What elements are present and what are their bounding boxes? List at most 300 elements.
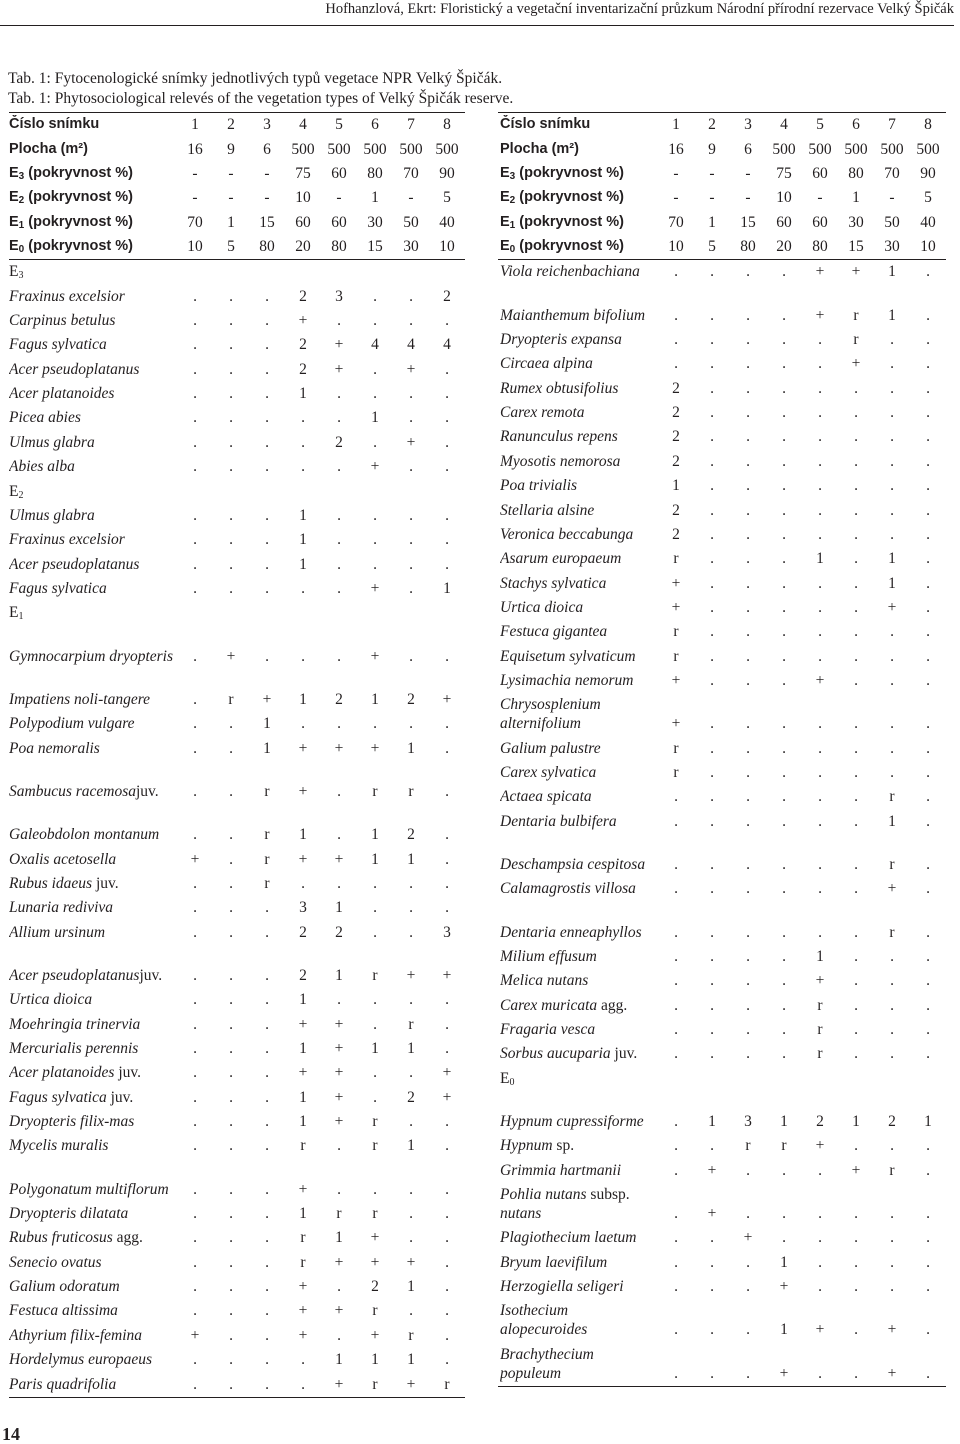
species-qualifier: sp. — [552, 1137, 575, 1155]
cover-value: 15 — [367, 238, 383, 256]
cover-value: . — [229, 1278, 233, 1296]
cover-value: . — [674, 948, 678, 965]
value-cells — [177, 923, 465, 945]
cover-value: . — [193, 782, 197, 800]
species-name: Festuca altissima — [9, 1302, 118, 1320]
cover-value: . — [926, 739, 930, 757]
cover-value: + — [815, 1137, 825, 1155]
cover-value: . — [890, 428, 894, 446]
cover-value: 500 — [880, 140, 904, 158]
cover-value: . — [674, 355, 678, 373]
species-name: Rubus fruticosus agg. — [9, 1229, 143, 1247]
species-name: Dryopteris expansa — [500, 331, 622, 349]
value-cells — [177, 1326, 465, 1348]
species-name: Sambucus racemosajuv. — [9, 782, 159, 800]
table-row — [9, 1061, 465, 1085]
cover-value: . — [746, 331, 750, 349]
cover-value: . — [818, 525, 822, 543]
cover-value: . — [301, 433, 305, 451]
cover-value: . — [746, 1321, 750, 1339]
species-name: Herzogiella seligeri — [500, 1278, 624, 1296]
cover-value: 30 — [884, 238, 900, 256]
cover-value: . — [337, 1180, 341, 1198]
cover-value: . — [265, 555, 269, 573]
cover-value: . — [337, 782, 341, 800]
header-row — [9, 210, 465, 234]
page-number: 14 — [2, 1424, 20, 1444]
cover-value: 4 — [780, 116, 788, 134]
table-row — [500, 785, 946, 809]
cover-value: . — [229, 850, 233, 868]
cover-value: + — [442, 690, 452, 708]
cover-value: . — [373, 360, 377, 378]
cover-value: 3 — [443, 923, 451, 941]
cover-value: . — [193, 287, 197, 305]
cover-value: . — [746, 948, 750, 965]
cover-value: 2 — [335, 923, 343, 941]
value-cells — [658, 549, 946, 571]
cover-value: r — [372, 782, 378, 800]
cover-value: . — [229, 360, 233, 378]
cover-value: + — [370, 1229, 380, 1247]
cover-value: 1 — [780, 1253, 788, 1271]
cover-value: . — [890, 1229, 894, 1247]
species-name: Fraxinus excelsior — [9, 531, 125, 549]
cover-value: . — [229, 409, 233, 427]
cover-value: . — [818, 812, 822, 830]
cover-value: 1 — [371, 409, 379, 427]
cover-value: . — [782, 763, 786, 781]
cover-value: . — [445, 874, 449, 892]
value-cells — [658, 115, 946, 137]
species-name: Carpinus betulus — [9, 312, 116, 330]
cover-value: 3 — [335, 287, 343, 305]
species-name: Deschampsia cespitosa — [500, 855, 646, 873]
cover-value: 2 — [816, 1113, 824, 1131]
cover-value: . — [445, 739, 449, 757]
table-row — [500, 1275, 946, 1299]
table-caption-czech: Tab. 1: Fytocenologické snímky jednotlivých typů vegetace NPR Velký Špičák. — [8, 70, 503, 87]
cover-value: . — [746, 812, 750, 830]
table-row — [500, 669, 946, 693]
species-name: Plagiothecium laetum — [500, 1229, 637, 1247]
cover-value: . — [854, 1253, 858, 1271]
cover-value: . — [854, 715, 858, 733]
cover-value: . — [854, 598, 858, 616]
cover-value: 500 — [435, 140, 459, 158]
species-name: Ranunculus repens — [500, 428, 618, 446]
value-cells — [658, 598, 946, 620]
cover-value: . — [193, 715, 197, 733]
cover-value: + — [370, 458, 380, 476]
cover-value: . — [782, 1229, 786, 1247]
cover-value: + — [671, 574, 681, 592]
cover-value: . — [337, 385, 341, 403]
cover-value: . — [926, 972, 930, 990]
cover-value: - — [817, 189, 823, 207]
cover-value: . — [229, 1375, 233, 1393]
cover-value: + — [298, 1064, 308, 1082]
cover-value: . — [229, 385, 233, 403]
cover-value: + — [442, 1088, 452, 1106]
cover-value: . — [193, 1278, 197, 1296]
cover-value: . — [746, 880, 750, 898]
table-row — [9, 357, 465, 381]
cover-value: . — [337, 991, 341, 1009]
cover-value: r — [408, 1326, 414, 1344]
cover-value: - — [709, 165, 715, 183]
value-cells — [177, 647, 465, 669]
cover-value: 60 — [331, 165, 347, 183]
cover-value: . — [445, 1015, 449, 1033]
cover-value: . — [674, 1045, 678, 1063]
cover-value: . — [445, 312, 449, 330]
value-cells — [658, 622, 946, 644]
cover-value: . — [373, 506, 377, 524]
cover-value: . — [710, 501, 714, 519]
cover-value: . — [926, 1321, 930, 1339]
value-cells — [658, 1253, 946, 1275]
cover-value: 75 — [776, 165, 792, 183]
cover-value: + — [190, 850, 200, 868]
cover-value: . — [265, 531, 269, 549]
table-row — [9, 1085, 465, 1109]
cover-value: 5 — [708, 238, 716, 256]
table-row — [9, 333, 465, 357]
table-row — [500, 761, 946, 785]
table-row — [9, 712, 465, 736]
cover-value: + — [334, 1015, 344, 1033]
value-cells — [177, 850, 465, 872]
table-row — [500, 425, 946, 449]
cover-value: . — [926, 501, 930, 519]
species-name: Isothecium alopecuroides — [500, 1302, 588, 1339]
cover-value: . — [782, 428, 786, 446]
cover-value: . — [926, 1045, 930, 1063]
species-name: Galium palustre — [500, 739, 601, 757]
cover-value: . — [229, 1015, 233, 1033]
table-row — [500, 809, 946, 833]
cover-value: . — [710, 428, 714, 446]
table-row — [500, 352, 946, 376]
cover-value: . — [229, 1113, 233, 1131]
cover-value: . — [782, 880, 786, 898]
value-cells — [658, 476, 946, 498]
table-row — [9, 284, 465, 308]
species-name: Stellaria alsine — [500, 501, 595, 519]
cover-value: . — [710, 574, 714, 592]
cover-value: . — [890, 1021, 894, 1039]
cover-value: . — [674, 1021, 678, 1039]
cover-value: . — [193, 579, 197, 597]
cover-value: . — [409, 1064, 413, 1082]
cover-value: . — [337, 647, 341, 665]
species-qualifier: juv. — [610, 1045, 638, 1063]
value-cells — [177, 1039, 465, 1061]
cover-value: 80 — [848, 165, 864, 183]
cover-value: 1 — [672, 116, 680, 134]
cover-value: . — [373, 287, 377, 305]
cover-value: . — [445, 991, 449, 1009]
header-row — [9, 235, 465, 259]
cover-value: . — [265, 433, 269, 451]
cover-value: + — [815, 671, 825, 689]
species-name: Allium ursinum — [9, 923, 106, 941]
value-cells — [177, 213, 465, 235]
header-row — [500, 113, 946, 137]
cover-value: 2 — [672, 452, 680, 470]
cover-value: . — [746, 788, 750, 806]
cover-value: . — [229, 1205, 233, 1223]
table-row — [500, 1091, 946, 1134]
cover-value: 1 — [780, 1113, 788, 1131]
cover-value: 500 — [772, 140, 796, 158]
cover-value: 1 — [299, 531, 307, 549]
cover-value: . — [890, 501, 894, 519]
cover-value: 6 — [263, 140, 271, 158]
cover-value: . — [265, 312, 269, 330]
cover-value: . — [926, 1021, 930, 1039]
cover-value: r — [372, 1137, 378, 1155]
species-name: Acer platanoides juv. — [9, 1064, 142, 1082]
value-cells — [658, 671, 946, 693]
cover-value: . — [409, 874, 413, 892]
cover-value: . — [445, 826, 449, 844]
table-row — [9, 382, 465, 406]
cover-value: r — [264, 826, 270, 844]
cover-value: . — [854, 1205, 858, 1223]
cover-value: . — [409, 1302, 413, 1320]
cover-value: . — [710, 1045, 714, 1063]
cover-value: 15 — [740, 213, 756, 231]
species-name: Grimmia hartmanii — [500, 1161, 621, 1179]
cover-value: + — [298, 1278, 308, 1296]
cover-value: . — [674, 1364, 678, 1382]
value-cells — [658, 452, 946, 474]
cover-value: 70 — [668, 213, 684, 231]
layer-subscript: 1 — [509, 219, 516, 231]
cover-value: 1 — [888, 263, 896, 281]
cover-value: . — [818, 647, 822, 665]
cover-value: . — [229, 312, 233, 330]
species-name: Festuca gigantea — [500, 623, 608, 641]
cover-value: . — [674, 812, 678, 830]
cover-value: . — [445, 850, 449, 868]
cover-value: 1 — [708, 1113, 716, 1131]
cover-value: . — [890, 477, 894, 495]
species-name: Dentaria enneaphyllos — [500, 923, 642, 941]
cover-value: r — [300, 1253, 306, 1271]
cover-value: . — [409, 458, 413, 476]
cover-value: 1 — [443, 579, 451, 597]
cover-value: . — [854, 1229, 858, 1247]
layer-subscript: 2 — [18, 195, 25, 207]
cover-value: . — [193, 1040, 197, 1058]
cover-value: 16 — [668, 140, 684, 158]
cover-value: 1 — [780, 1321, 788, 1339]
cover-value: . — [674, 1229, 678, 1247]
cover-value: . — [746, 1161, 750, 1179]
species-name: Viola reichenbachiana — [500, 263, 640, 281]
species-name: Fagus sylvatica — [9, 336, 107, 354]
species-name: Mercurialis perennis — [9, 1040, 139, 1058]
cover-value: . — [229, 967, 233, 984]
layer-subscript: 3 — [509, 171, 516, 183]
cover-value: . — [746, 574, 750, 592]
cover-value: r — [264, 782, 270, 800]
value-cells — [658, 501, 946, 523]
table-row — [500, 571, 946, 595]
layer-subscript: 3 — [18, 270, 24, 282]
cover-value: + — [298, 1180, 308, 1198]
value-cells — [177, 1112, 465, 1134]
cover-value: + — [298, 1326, 308, 1344]
cover-value: . — [890, 948, 894, 965]
cover-value: . — [926, 855, 930, 873]
table-row — [500, 993, 946, 1017]
cover-value: . — [710, 972, 714, 990]
table-row — [9, 577, 465, 601]
table-row — [9, 1299, 465, 1323]
cover-value: + — [334, 850, 344, 868]
cover-value: 1 — [672, 477, 680, 495]
value-cells — [658, 1364, 946, 1386]
table-row — [500, 376, 946, 400]
cover-value: 15 — [848, 238, 864, 256]
cover-value: . — [337, 506, 341, 524]
cover-value: . — [265, 506, 269, 524]
species-name: Polypodium vulgare — [9, 715, 135, 733]
table-row — [9, 1275, 465, 1299]
table-row — [9, 761, 465, 804]
header-row — [9, 137, 465, 161]
cover-value: . — [710, 880, 714, 898]
cover-value: . — [710, 923, 714, 941]
species-name: Stachys sylvatica — [500, 574, 607, 592]
species-name: Dryopteris filix-mas — [9, 1113, 135, 1131]
cover-value: 2 — [407, 826, 415, 844]
cover-value: . — [337, 1326, 341, 1344]
cover-value: 1 — [299, 1205, 307, 1223]
table-row — [9, 1134, 465, 1158]
cover-value: 2 — [708, 116, 716, 134]
cover-value: . — [445, 409, 449, 427]
cover-value: . — [854, 880, 858, 898]
cover-value: . — [373, 1088, 377, 1106]
cover-value: . — [710, 331, 714, 349]
cover-value: + — [370, 1326, 380, 1344]
cover-value: . — [409, 923, 413, 941]
cover-value: . — [782, 306, 786, 324]
cover-value: . — [265, 1229, 269, 1247]
cover-value: + — [851, 1161, 861, 1179]
cover-value: . — [193, 826, 197, 844]
cover-value: 2 — [335, 433, 343, 451]
header-label: Číslo snímku — [9, 116, 100, 133]
cover-value: . — [193, 739, 197, 757]
cover-value: . — [373, 385, 377, 403]
cover-value: r — [264, 850, 270, 868]
cover-value: - — [889, 189, 895, 207]
cover-value: . — [265, 1064, 269, 1082]
cover-value: . — [265, 385, 269, 403]
cover-value: . — [265, 1326, 269, 1344]
cover-value: 500 — [844, 140, 868, 158]
cover-value: . — [854, 647, 858, 665]
cover-value: . — [818, 739, 822, 757]
table-row — [9, 804, 465, 847]
cover-value: . — [746, 404, 750, 422]
cover-value: + — [851, 355, 861, 373]
cover-value: 40 — [439, 213, 455, 231]
species-name: Rubus idaeus juv. — [9, 874, 119, 892]
species-name: Equisetum sylvaticum — [500, 647, 636, 665]
cover-value: r — [745, 1137, 751, 1155]
table-row — [9, 455, 465, 479]
cover-value: . — [926, 880, 930, 898]
cover-value: . — [193, 899, 197, 917]
value-cells — [177, 287, 465, 309]
value-cells — [658, 647, 946, 669]
cover-value: . — [818, 623, 822, 641]
cover-value: . — [265, 1351, 269, 1369]
cover-value: . — [674, 855, 678, 873]
value-cells — [658, 739, 946, 761]
cover-value: . — [445, 1113, 449, 1131]
value-cells — [177, 335, 465, 357]
species-name: Melica nutans — [500, 972, 589, 990]
cover-value: + — [298, 782, 308, 800]
cover-value: . — [674, 880, 678, 898]
value-cells — [177, 782, 465, 804]
value-cells — [658, 714, 946, 736]
cover-value: . — [301, 715, 305, 733]
value-cells — [177, 739, 465, 761]
value-cells — [658, 525, 946, 547]
cover-value: . — [265, 360, 269, 378]
cover-value: . — [373, 555, 377, 573]
cover-value: . — [674, 306, 678, 324]
cover-value: . — [265, 458, 269, 476]
cover-value: . — [674, 331, 678, 349]
value-cells — [177, 360, 465, 382]
cover-value: . — [782, 1161, 786, 1179]
cover-value: . — [710, 948, 714, 965]
cover-value: 4 — [443, 336, 451, 354]
cover-value: . — [229, 433, 233, 451]
value-cells — [177, 188, 465, 210]
species-name: Lysimachia nemorum — [500, 671, 634, 689]
cover-value: . — [890, 715, 894, 733]
cover-value: r — [889, 923, 895, 941]
value-cells — [177, 115, 465, 137]
cover-value: . — [710, 1137, 714, 1155]
cover-value: 80 — [259, 238, 275, 256]
cover-value: . — [193, 312, 197, 330]
cover-value: 10 — [295, 189, 311, 207]
table-row — [9, 309, 465, 333]
cover-value: - — [673, 165, 679, 183]
cover-value: r — [673, 623, 679, 641]
cover-value: . — [229, 739, 233, 757]
cover-value: . — [337, 1137, 341, 1155]
cover-value: . — [445, 360, 449, 378]
cover-value: - — [408, 189, 414, 207]
cover-value: r — [817, 1021, 823, 1039]
cover-value: . — [301, 458, 305, 476]
table-row — [9, 504, 465, 528]
cover-value: . — [926, 715, 930, 733]
